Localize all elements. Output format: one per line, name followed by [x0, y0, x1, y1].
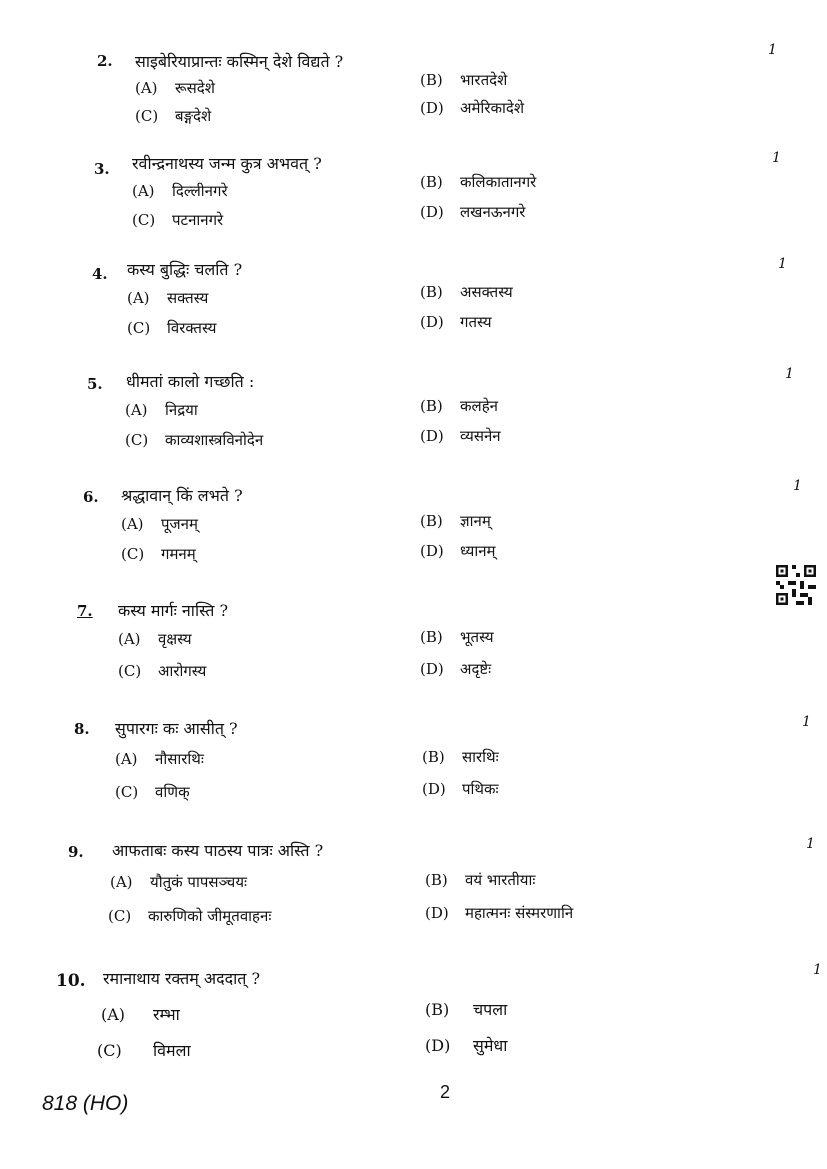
- question-number: 5.: [87, 375, 103, 393]
- marks: 1: [802, 714, 811, 730]
- option-b: (B) वयं भारतीयाः: [425, 871, 536, 889]
- option-c: (C) विमला: [97, 1041, 191, 1060]
- option-c: (C) गमनम्: [121, 545, 196, 563]
- option-d: (D) गतस्य: [420, 313, 492, 331]
- qr-code-icon: [776, 565, 816, 605]
- option-b: (B) कलहेन: [420, 397, 498, 415]
- question-text: श्रद्धावान् किं लभते ?: [121, 486, 243, 505]
- option-d: (D) सुमेधा: [425, 1036, 508, 1055]
- option-c: (C) आरोगस्य: [118, 662, 207, 680]
- marks: 1: [793, 478, 802, 494]
- option-b: (B) ज्ञानम्: [420, 512, 491, 530]
- option-d: (D) व्यसनेन: [420, 427, 501, 445]
- option-b: (B) भारतदेशे: [420, 71, 508, 89]
- option-c: (C) काव्यशास्त्रविनोदेन: [125, 431, 264, 449]
- option-d: (D) अदृष्टेः: [420, 660, 492, 678]
- marks: 1: [772, 150, 781, 166]
- question-number: 10.: [56, 971, 86, 991]
- option-b: (B) सारथिः: [422, 748, 499, 766]
- option-d: (D) ध्यानम्: [420, 542, 496, 560]
- question-number: 8.: [74, 720, 90, 738]
- option-a: (A) पूजनम्: [121, 515, 198, 533]
- question-text: कस्य मार्गः नास्ति ?: [118, 601, 229, 620]
- option-c: (C) पटनानगरे: [132, 211, 224, 229]
- option-c: (C) विरक्तस्य: [127, 319, 217, 337]
- question-number: 6.: [83, 488, 99, 506]
- marks: 1: [813, 962, 822, 978]
- question-text: साइबेरियाप्रान्तः कस्मिन् देशे विद्यते ?: [135, 52, 344, 71]
- marks: 1: [778, 256, 787, 272]
- question-text: आफताबः कस्य पाठस्य पात्रः अस्ति ?: [112, 841, 324, 860]
- option-b: (B) भूतस्य: [420, 628, 494, 646]
- question-number: 9.: [68, 843, 84, 861]
- question-text: धीमतां कालो गच्छति :: [126, 372, 255, 391]
- option-b: (B) चपला: [425, 1000, 508, 1019]
- option-c: (C) कारुणिको जीमूतवाहनः: [108, 907, 272, 925]
- option-a: (A) नौसारथिः: [115, 750, 204, 768]
- marks: 1: [768, 42, 777, 58]
- option-b: (B) असक्तस्य: [420, 283, 513, 301]
- question-text: कस्य बुद्धिः चलति ?: [127, 260, 243, 279]
- option-c: (C) वणिक्: [115, 783, 190, 801]
- option-d: (D) महात्मनः संस्मरणानि: [425, 904, 574, 922]
- question-text: रवीन्द्रनाथस्य जन्म कुत्र अभवत् ?: [132, 154, 322, 173]
- question-text: सुपारगः कः आसीत् ?: [115, 719, 238, 738]
- option-d: (D) पथिकः: [422, 780, 499, 798]
- paper-code: 818 (HO): [42, 1092, 129, 1115]
- option-a: (A) यौतुकं पापसञ्चयः: [110, 873, 248, 891]
- option-a: (A) रम्भा: [101, 1005, 180, 1024]
- question-number: 2.: [97, 52, 113, 70]
- option-c: (C) बङ्गदेशे: [135, 107, 212, 125]
- question-number: 4.: [92, 265, 108, 283]
- option-d: (D) अमेरिकादेशे: [420, 99, 525, 117]
- option-d: (D) लखनऊनगरे: [420, 203, 526, 221]
- option-b: (B) कलिकातानगरे: [420, 173, 537, 191]
- option-a: (A) दिल्लीनगरे: [132, 182, 228, 200]
- question-number: 7.: [77, 602, 93, 620]
- option-a: (A) निद्रया: [125, 401, 198, 419]
- marks: 1: [785, 366, 794, 382]
- option-a: (A) रूसदेशे: [135, 79, 215, 97]
- question-number: 3.: [94, 160, 110, 178]
- marks: 1: [806, 836, 815, 852]
- option-a: (A) सक्तस्य: [127, 289, 209, 307]
- option-a: (A) वृक्षस्य: [118, 630, 192, 648]
- question-text: रमानाथाय रक्तम् अददात् ?: [103, 969, 261, 988]
- page-number: 2: [440, 1082, 451, 1102]
